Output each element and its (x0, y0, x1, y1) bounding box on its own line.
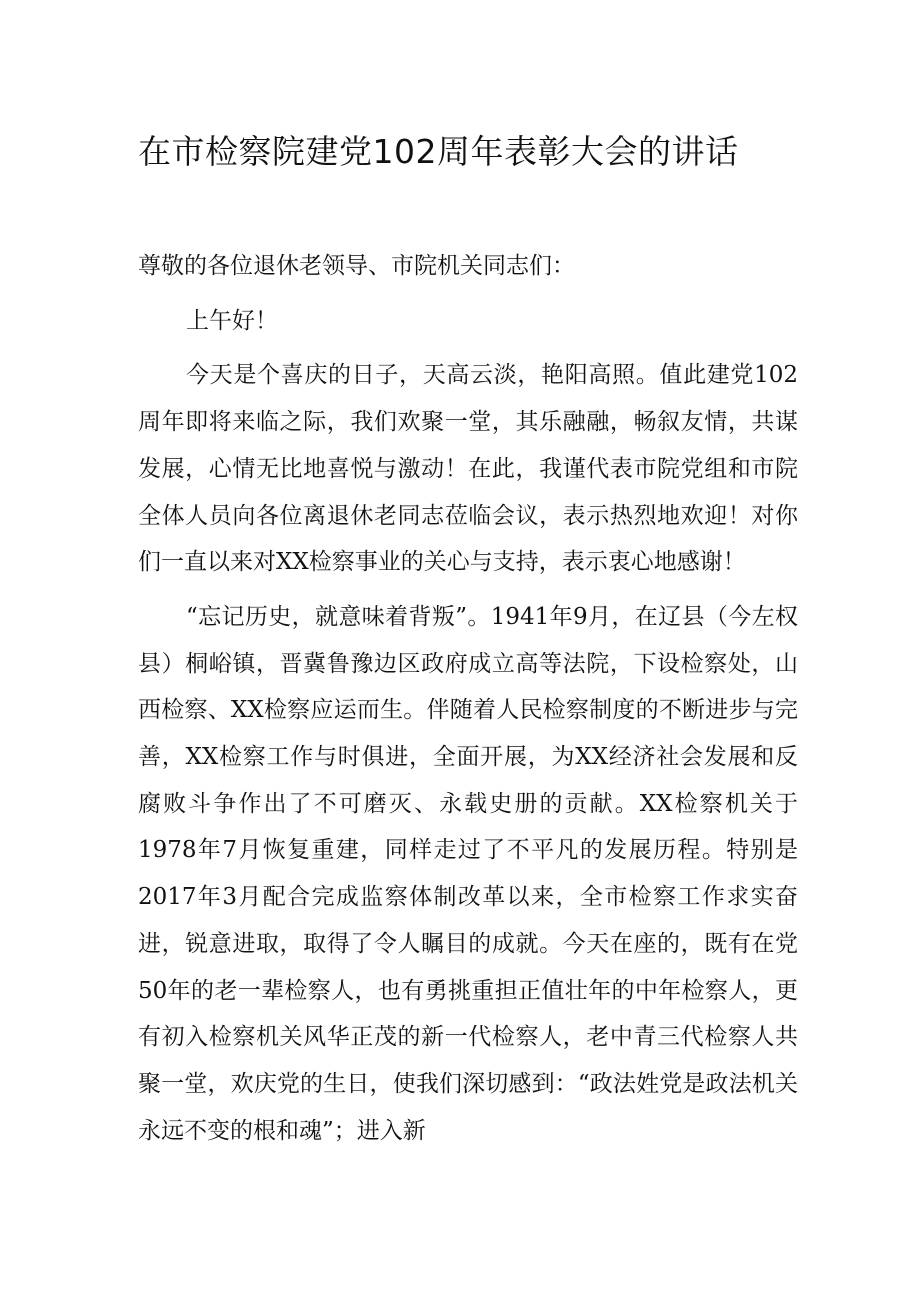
paragraph-1: 今天是个喜庆的日子，天高云淡，艳阳高照。值此建党102周年即将来临之际，我们欢聚一堂，其乐融融，畅叙友情，共谋发展，心情无比地喜悦与激动！在此，我谨代表市院党组和市院全体人员向各位离退休老同志莅临会议，表示热烈地欢迎！对你们一直以来对XX检察事业的关心与支持，表示衷心地感谢！ (138, 362, 798, 576)
paragraph-2: “忘记历史，就意味着背叛”。1941年9月，在辽县（今左权县）桐峪镇，晋冀鲁豫边区政府成立高等法院，下设检察处，山西检察、XX检察应运而生。伴随着人民检察制度的不断进步与完善，XX检察工作与时俱进，全面开展，为XX经济社会发展和反腐败斗争作出了不可磨灭、永载史册的贡献。XX检察机关于1978年7月恢复重建，同样走过了不平凡的发展历程。特别是2017年3月配合完成监察体制改革以来，全市检察工作求实奋进，锐意进取，取得了令人瞩目的成就。今天在座的，既有在党50年的老一辈检察人，也有勇挑重担正值壮年的中年检察人，更有初入检察机关风华正茂的新一代检察人，老中青三代检察人共聚一堂，欢庆党的生日，使我们深切感到：“政法姓党是政法机关永远不变的根和魂”；进入新 (138, 603, 798, 1144)
document-title: 在市检察院建党102周年表彰大会的讲话 (138, 132, 739, 171)
document-body (138, 243, 798, 1154)
greeting: 上午好！ (186, 307, 278, 334)
salutation: 尊敬的各位退休老领导、市院机关同志们： (138, 253, 575, 279)
